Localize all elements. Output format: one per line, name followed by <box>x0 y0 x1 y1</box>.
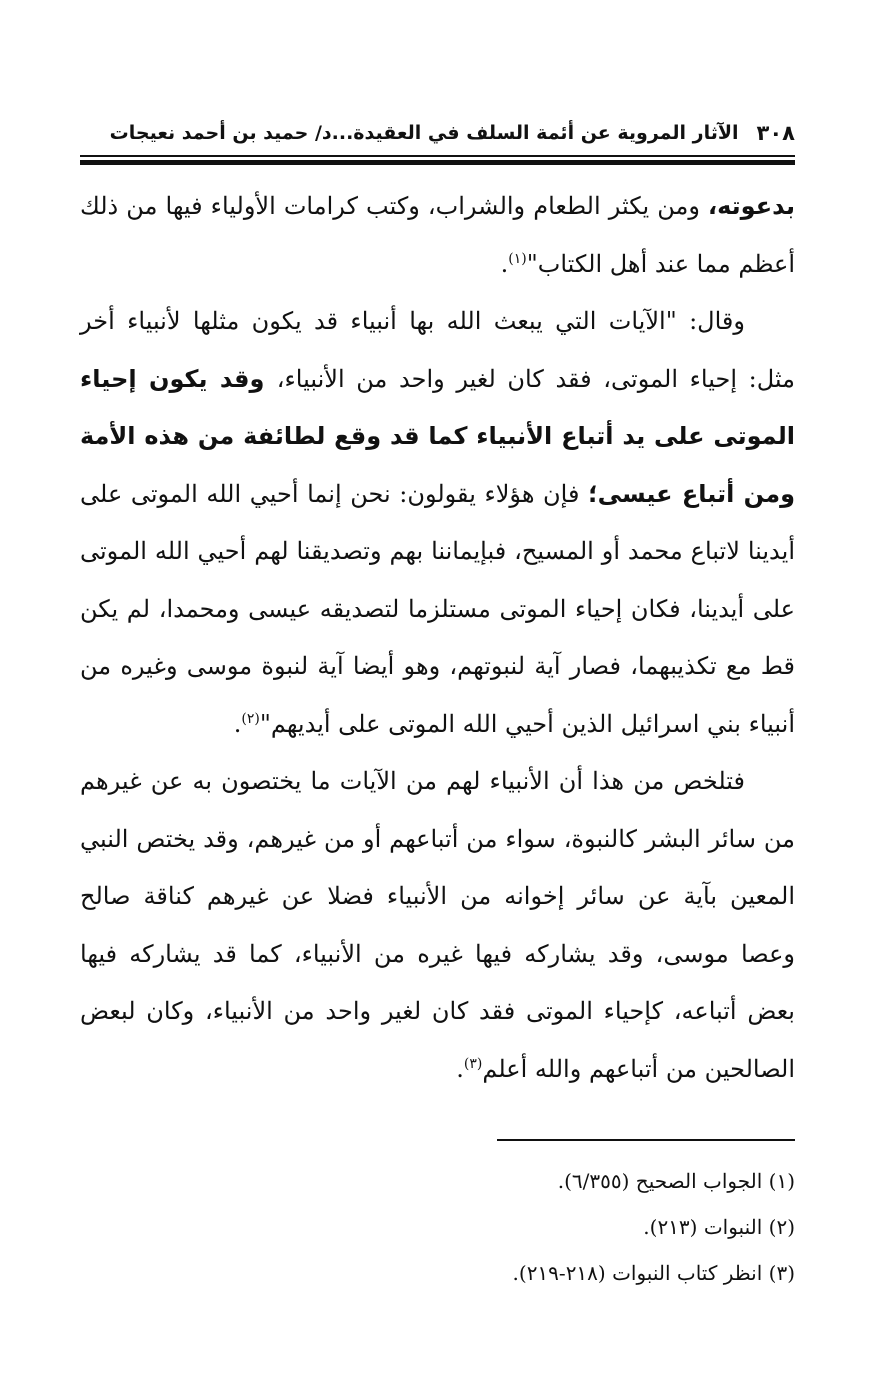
footnote-2: (٢) النبوات (٢١٣). <box>643 1215 795 1239</box>
paragraph-text: فإن هؤلاء يقولون: نحن إنما أحيي الله الموتى على أيدينا لاتباع محمد أو المسيح، فبإيماننا بهم وتصديقنا لهم أحيي الله الموتى على أيدينا، فكان إحياء الموتى مستلزما لتصديقه عيسى ومحمدا، لم يكن قط مع تكذيبهما، فصار آية لنبوتهم، وهو أيضا آية لنبوة موسى وغيره من أنبياء بني اسرائيل الذين أحيي الله الموتى على أيديهم" <box>80 479 795 738</box>
footnote-separator <box>497 1139 795 1141</box>
paragraph-1 <box>80 178 795 293</box>
paragraph-2 <box>80 293 795 753</box>
footnotes <box>80 1158 795 1296</box>
paragraph-end: . <box>500 249 509 278</box>
footnote-1: (١) الجواب الصحيح (٦/٣٥٥). <box>557 1169 795 1193</box>
header-rule-thin <box>80 155 795 157</box>
footnote-ref-1: (١) <box>508 250 527 267</box>
paragraph-text: فتلخص من هذا أن الأنبياء لهم من الآيات ما يختصون به عن غيرهم من سائر البشر كالنبوة، سواء من أتباعهم أو من غيرهم، وقد يختص النبي المعين بآية عن سائر إخوانه من الأنبياء فضلا عن غيرهم كناقة صالح وعصا موسى، وقد يشاركه فيها غيره من الأنبياء، كما قد يشاركه فيها بعض أتباعه، كإحياء الموتى فقد كان لغير واحد من الأنبياء، وكان لبعض الصالحين من أتباعهم والله أعلم <box>80 767 795 1083</box>
paragraph-text: ومن يكثر الطعام والشراب، وكتب كرامات الأولياء فيها من ذلك أعظم مما عند أهل الكتاب" <box>80 192 795 278</box>
running-title: الآثار المروية عن أئمة السلف في العقيدة...د/ حميد بن أحمد نعيجات <box>109 122 739 144</box>
running-header <box>80 114 795 152</box>
paragraph-3 <box>80 753 795 1098</box>
paragraph-end: . <box>456 1054 464 1083</box>
footnote-ref-3: (٣) <box>463 1055 483 1072</box>
bold-phrase: وقد يكون إحياء الموتى على يد أتباع الأنبياء كما قد وقع لطائفة من هذه الأمة ومن أتباع عيسى؛ <box>80 364 795 508</box>
main-text <box>80 178 795 1098</box>
paragraph-end: . <box>233 709 242 738</box>
footnote-3: (٣) انظر كتاب النبوات (٢١٨-٢١٩). <box>512 1261 795 1285</box>
page-number: ٣٠٨ <box>756 121 795 145</box>
bold-phrase: بدعوته، <box>708 192 795 220</box>
footnote-ref-2: (٢) <box>241 710 260 727</box>
header-rule-thick <box>80 160 795 165</box>
book-page <box>80 0 795 1389</box>
paragraph-text: وقال: "الآيات التي يبعث الله بها أنبياء قد يكون مثلها لأنبياء أخر مثل: إحياء الموتى، فقد كان لغير واحد من الأنبياء، <box>80 307 796 393</box>
